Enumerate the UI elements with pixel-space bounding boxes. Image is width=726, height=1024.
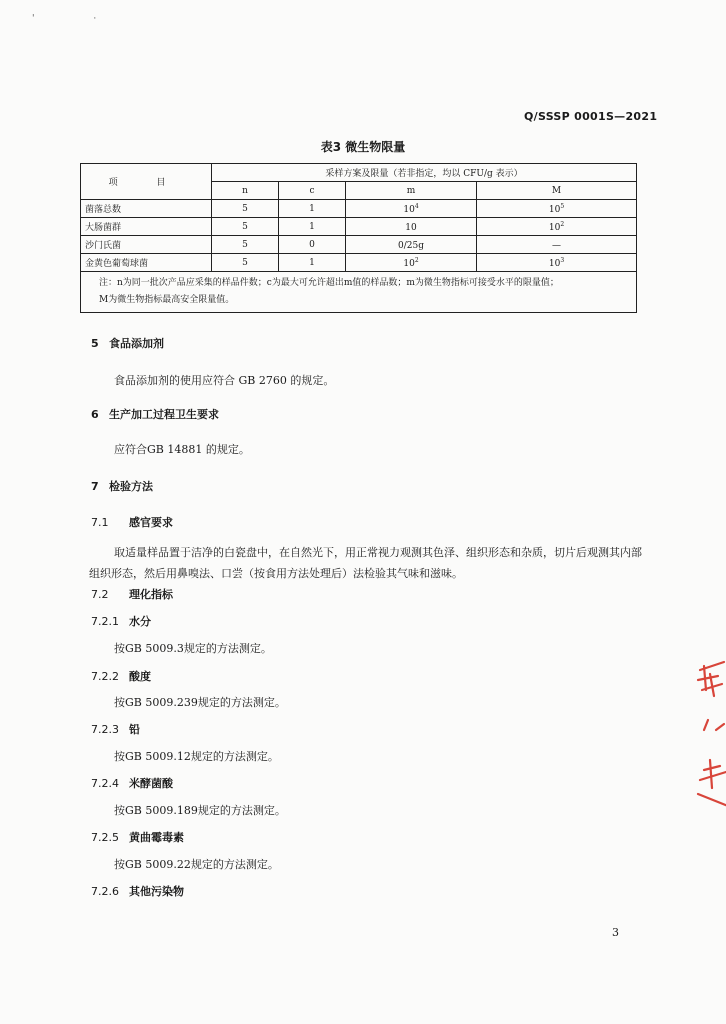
row-name: 金黄色葡萄球菌 — [81, 254, 212, 272]
row-n: 5 — [212, 200, 279, 218]
row-m: $10^4$ — [346, 200, 477, 218]
document-number: Q/SSSP 0001S—2021 — [524, 110, 658, 123]
section-7-2-5-heading: 7.2.5 黄曲霉毒素 — [91, 831, 184, 844]
row-c: 1 — [279, 200, 346, 218]
row-m: $10^2$ — [346, 254, 477, 272]
section-7-2-1-heading: 7.2.1 水分 — [91, 615, 151, 628]
section-7-2-heading: 7.2 理化指标 — [91, 588, 173, 601]
row-n: 5 — [212, 254, 279, 272]
table-row — [81, 200, 637, 218]
table-note-row — [81, 272, 637, 313]
row-n: 5 — [212, 236, 279, 254]
table-note-line1: 注：n为同一批次产品应采集的样品件数；c为最大可允许超出m值的样品数；m为微生物指标可接受水平的限量值； — [99, 278, 559, 288]
section-7-2-1-text: 按GB 5009.3规定的方法测定。 — [114, 642, 272, 655]
section-7-2-3-heading: 7.2.3 铅 — [91, 723, 140, 736]
section-7-2-6-heading: 7.2.6 其他污染物 — [91, 885, 184, 898]
table-note-line2: M为微生物指标最高安全限量值。 — [99, 295, 235, 305]
section-7-2-5-text: 按GB 5009.22规定的方法测定。 — [114, 858, 279, 871]
table-note — [81, 272, 637, 313]
section-7-2-4-heading: 7.2.4 米酵菌酸 — [91, 777, 173, 790]
col-m-header: m — [346, 182, 477, 200]
microbial-limits-table — [80, 163, 637, 313]
row-m: 10 — [346, 218, 477, 236]
row-name: 菌落总数 — [81, 200, 212, 218]
row-M: $10^3$ — [477, 254, 637, 272]
section-7-1-text: 取适量样品置于洁净的白瓷盘中，在自然光下，用正常视力观测其色泽、组织形态和杂质，切片后观测其内部组织形态，然后用鼻嗅法、口尝（按食用方法处理后）法检验其气味和滋味。 — [89, 546, 642, 580]
table-row — [81, 236, 637, 254]
table-row — [81, 254, 637, 272]
row-M: $10^5$ — [477, 200, 637, 218]
section-5-text: 食品添加剂的使用应符合 GB 2760 的规定。 — [114, 374, 335, 387]
col-M-header: M — [477, 182, 637, 200]
row-M: $10^2$ — [477, 218, 637, 236]
row-name: 沙门氏菌 — [81, 236, 212, 254]
section-6-heading: 6 生产加工过程卫生要求 — [91, 408, 219, 421]
section-7-2-4-text: 按GB 5009.189规定的方法测定。 — [114, 804, 286, 817]
table-caption: 表3 微生物限量 — [320, 140, 406, 154]
seal-stamp-graphic — [694, 660, 726, 810]
row-name: 大肠菌群 — [81, 218, 212, 236]
section-7-heading: 7 检验方法 — [91, 480, 153, 493]
section-7-2-2-heading: 7.2.2 酸度 — [91, 670, 151, 683]
row-n: 5 — [212, 218, 279, 236]
section-5-heading: 5 食品添加剂 — [91, 337, 164, 350]
section-7-2-3-text: 按GB 5009.12规定的方法测定。 — [114, 750, 279, 763]
section-7-1-heading: 7.1 感官要求 — [91, 516, 173, 529]
col-plan-header: 采样方案及限量（若非指定，均以 CFU/g 表示） — [212, 164, 637, 182]
table-header-row — [81, 164, 637, 182]
section-7-2-2-text: 按GB 5009.239规定的方法测定。 — [114, 696, 286, 709]
scan-marks: ' · — [32, 14, 125, 24]
col-n-header: n — [212, 182, 279, 200]
row-c: 1 — [279, 254, 346, 272]
page-number: 3 — [612, 926, 619, 939]
table-row — [81, 218, 637, 236]
col-c-header: c — [279, 182, 346, 200]
col-item-header: 项 目 — [81, 164, 212, 200]
row-c: 0 — [279, 236, 346, 254]
section-6-text: 应符合GB 14881 的规定。 — [114, 443, 250, 456]
row-m: 0/25g — [346, 236, 477, 254]
row-M: — — [477, 236, 637, 254]
row-c: 1 — [279, 218, 346, 236]
